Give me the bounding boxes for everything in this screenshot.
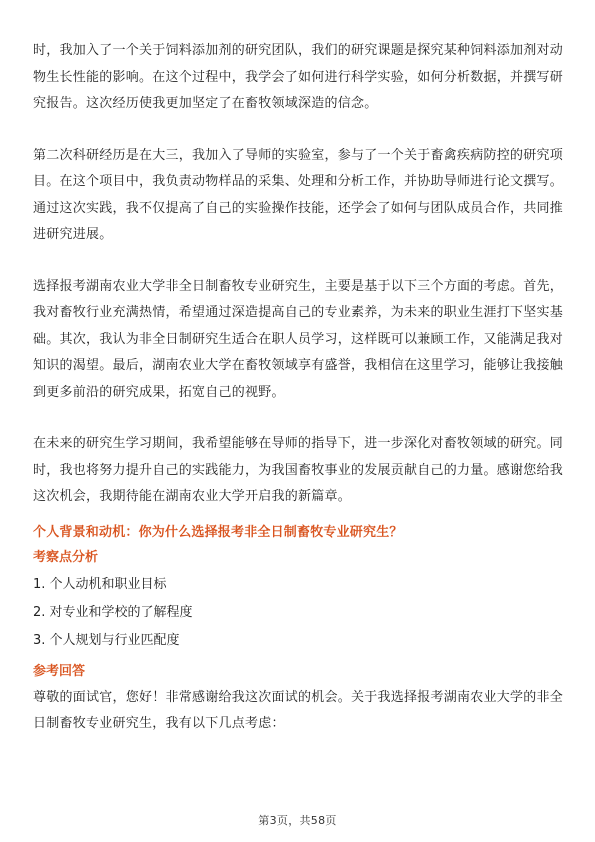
analysis-item: 1. 个人动机和职业目标 — [33, 576, 167, 592]
analysis-list — [33, 571, 563, 655]
analysis-heading: 考察点分析 — [33, 549, 99, 565]
paragraph-research-team: 时，我加入了一个关于饲料添加剂的研究团队，我们的研究课题是探究某种饲料添加剂对动物生长性能的影响。在这个过程中，我学会了如何进行科学实验，如何分析数据，并撰写研究报告。这次经历使我更加坚定了在畜牧领域深造的信念。 — [33, 43, 564, 111]
document-body — [33, 38, 563, 738]
analysis-item: 3. 个人规划与行业匹配度 — [33, 632, 180, 648]
paragraph-future-plan: 在未来的研究生学习期间，我希望能够在导师的指导下，进一步深化对畜牧领域的研究。同时，我也将努力提升自己的实践能力，为我国畜牧事业的发展贡献自己的力量。感谢您给我这次机会，我期待能在湖南农业大学开启我的新篇章。 — [33, 436, 564, 504]
answer-heading: 参考回答 — [33, 663, 86, 679]
page-number: 第3页，共58页 — [258, 814, 337, 827]
answer-text: 尊敬的面试官，您好！非常感谢给我这次面试的机会。关于我选择报考湖南农业大学的非全日制畜牧专业研究生，我有以下几点考虑： — [33, 689, 564, 731]
interview-question: 个人背景和动机：你为什么选择报考非全日制畜牧专业研究生？ — [33, 524, 403, 540]
analysis-item: 2. 对专业和学校的了解程度 — [33, 604, 193, 620]
paragraph-choice-reasons: 选择报考湖南农业大学非全日制畜牧专业研究生，主要是基于以下三个方面的考虑。首先，我对畜牧行业充满热情，希望通过深造提高自己的专业素养，为未来的职业生涯打下坚实基础。其次，我认为非全日制研究生适合在职人员学习，这样既可以兼顾工作，又能满足我对知识的渴望。最后，湖南农业大学在畜牧领域享有盛誉，我相信在这里学习，能够让我接触到更多前沿的研究成果，拓宽自己的视野。 — [33, 278, 564, 400]
paragraph-second-research: 第二次科研经历是在大三，我加入了导师的实验室，参与了一个关于畜禽疾病防控的研究项目。在这个项目中，我负责动物样品的采集、处理和分析工作，并协助导师进行论文撰写。通过这次实践，我不仅提高了自己的实验操作技能，还学会了如何与团队成员合作，共同推进研究进展。 — [33, 147, 564, 242]
paragraph-spacer — [33, 249, 563, 274]
paragraph-spacer — [33, 118, 563, 143]
paragraph-spacer — [33, 406, 563, 431]
